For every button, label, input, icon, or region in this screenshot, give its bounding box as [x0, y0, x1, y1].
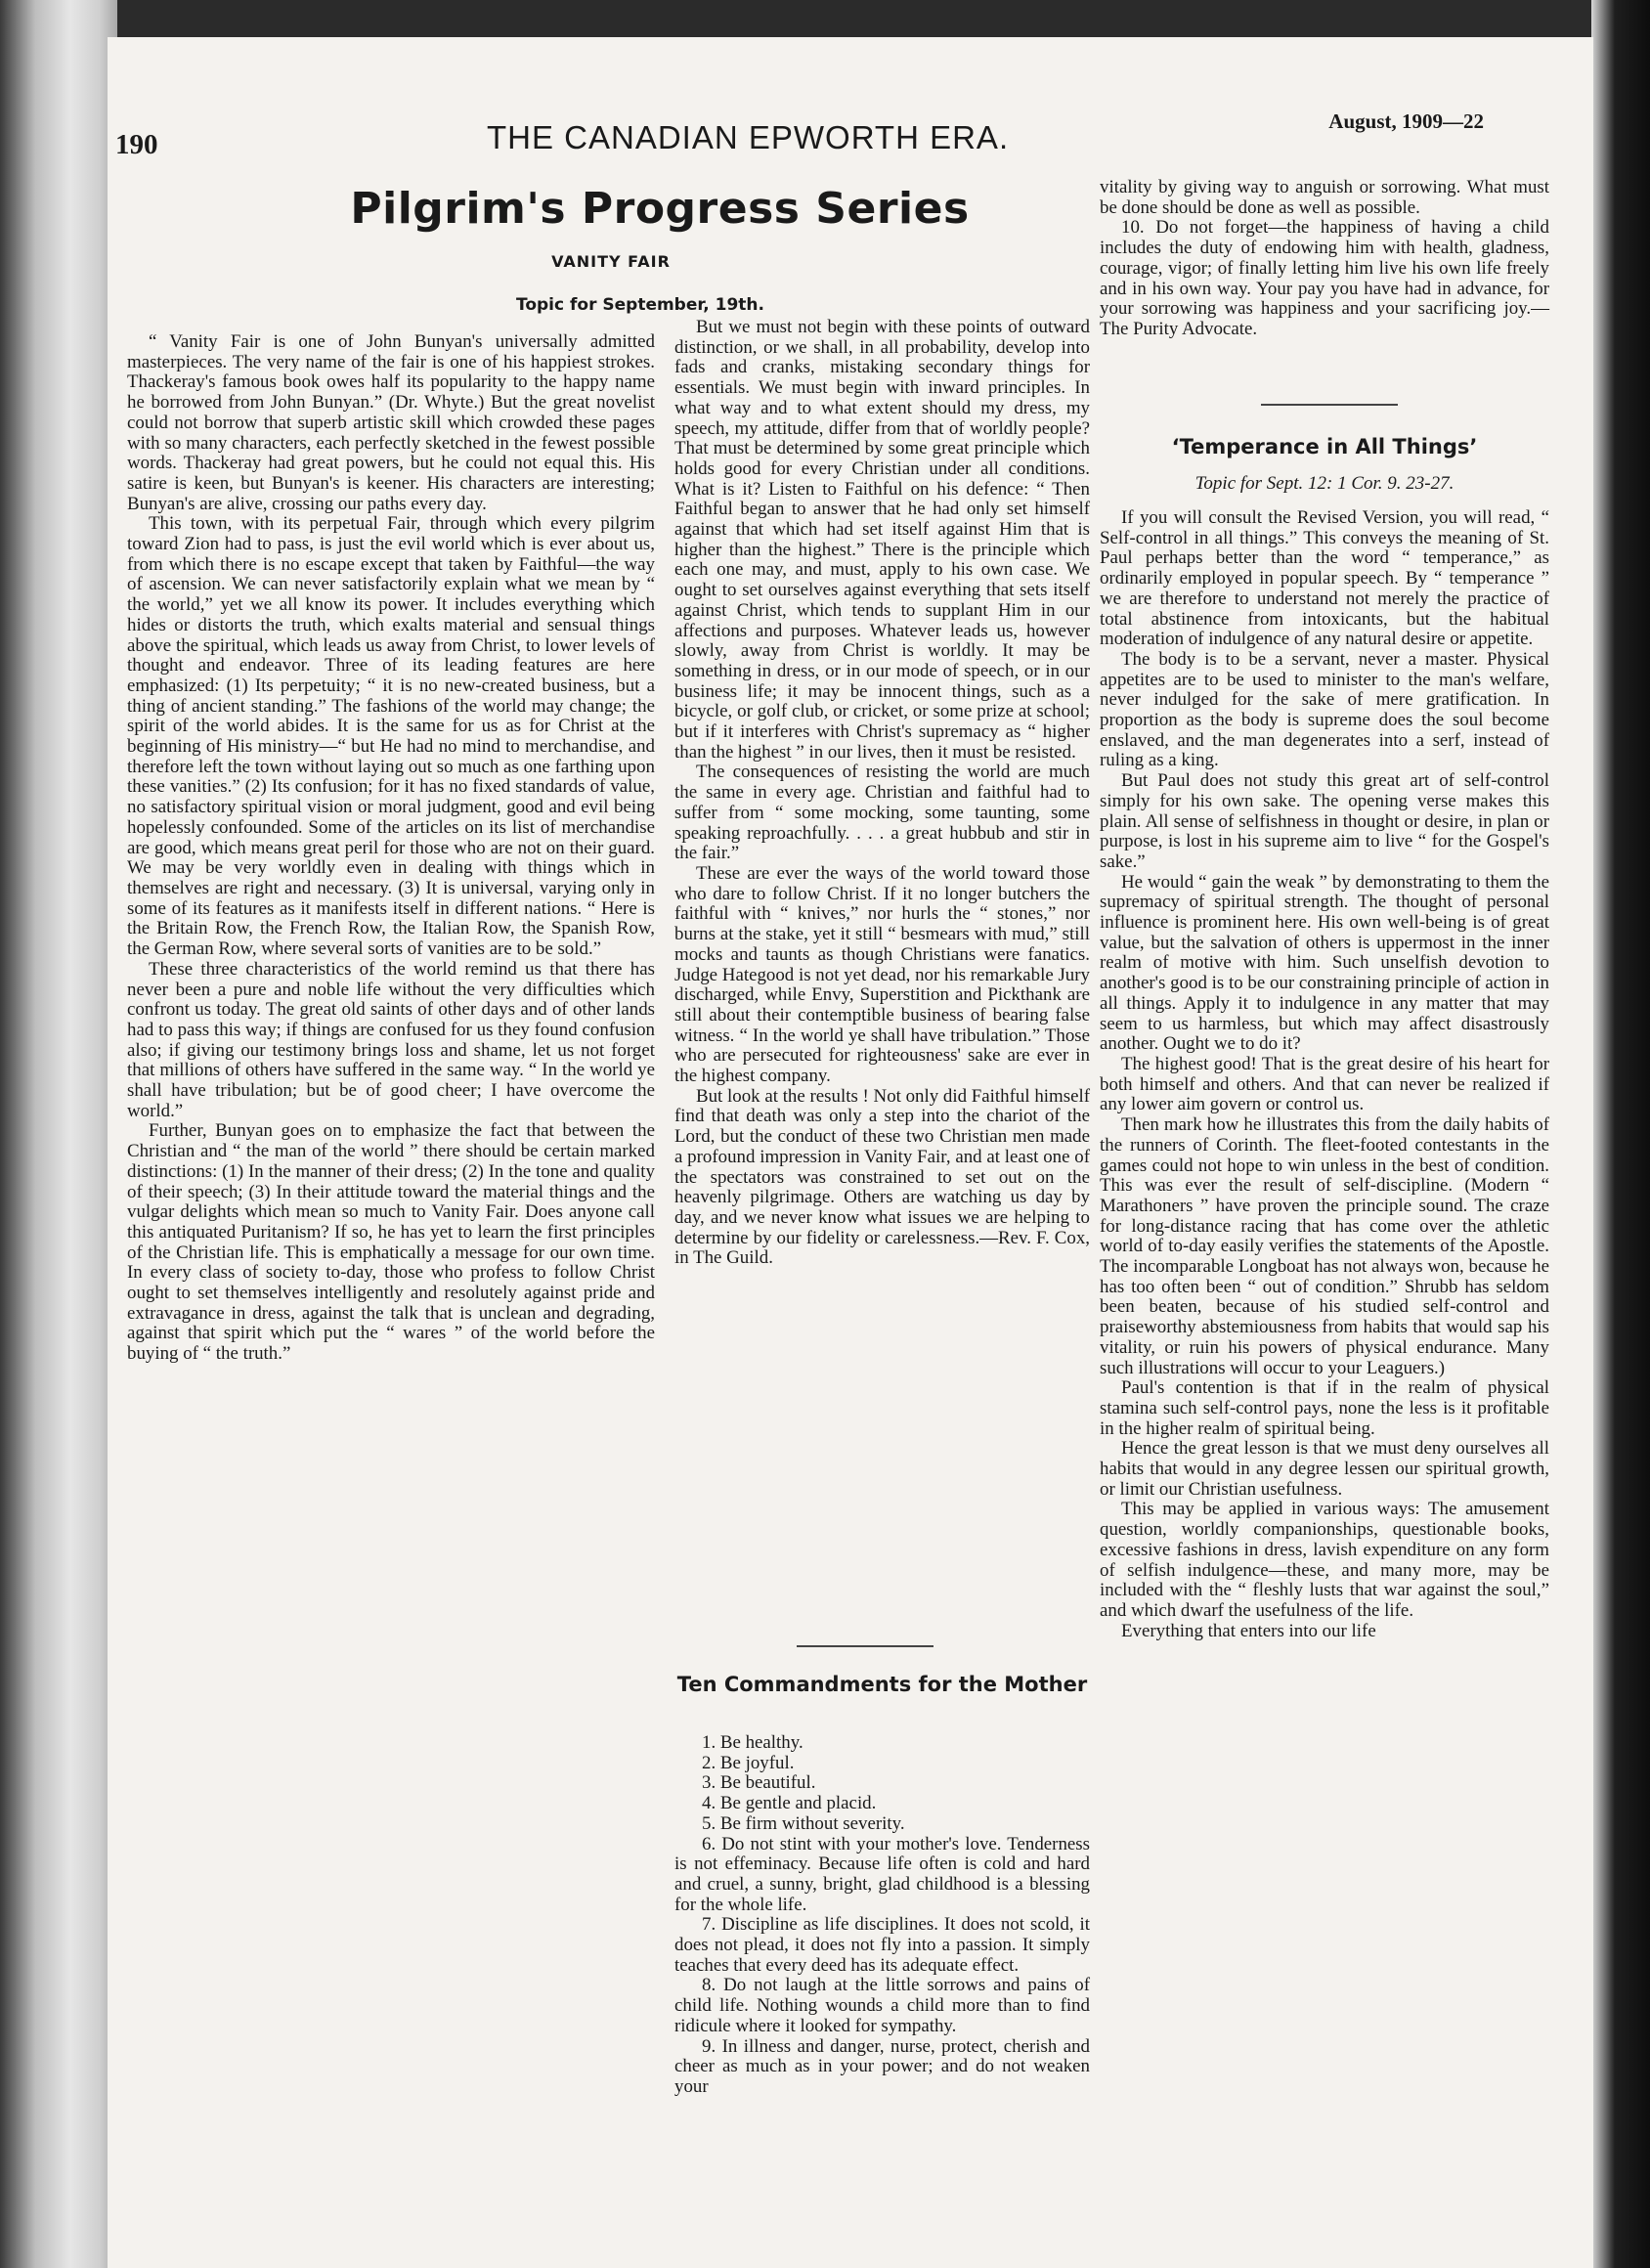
column-3	[1100, 178, 1549, 340]
paragraph: These three characteristics of the world remind us that there has never been a pure and noble life without the very difficulties which confront us today. The great old saints of other days and of other lands had to pass this way; if things are confused for us they found confusion also; if giving our testimony brings loss and shame, let us not forget that millions of others have suffered in the same way. “ In the world ye shall have tribulation; but be of good cheer; I have overcome the world.”	[127, 958, 655, 1121]
section-title-temperance: ‘Temperance in All Things’	[1171, 435, 1478, 458]
page-header	[115, 90, 1484, 158]
article-subtitle: VANITY FAIR	[551, 252, 671, 271]
paragraph: These are ever the ways of the world toward those who dare to follow Christ. If it no longer butchers the faithful with “ knives,” nor hurls the “ stones,” nor burns at the stake, yet it still “ besmears with mud,” still mocks and taunts as though Christians were fanatics. Judge Hategood is not yet dead, nor his remarkable Jury discharged, while Envy, Superstition and Pickthank are still about their contemptible business of bearing false witness. “ In the world ye shall have tribulation.” Those who are persecuted for righteousness' sake are ever in the highest company.	[674, 862, 1090, 1087]
paragraph: This may be applied in various ways: The amusement question, worldly companionships, questionable books, excessive fashions in dress, lavish expenditure on any form of selfish indulgence—these, and many more, may be included with the “ fleshly lusts that war against the soul,” and which dwarf the usefulness of the life.	[1100, 1499, 1549, 1621]
paragraph: If you will consult the Revised Version, you will read, “ Self-control in all things.” This conveys the meaning of St. Paul perhaps better than the word “ temperance,” as ordinarily employed in popular speech. By “ temperance ” we are therefore to understand not merely the practice of total abstinence from intoxicants, but the habitual moderation of indulgence of any natural desire or appetite.	[1100, 507, 1549, 650]
paragraph: But we must not begin with these points of outward distinction, or we shall, in all probability, develop into fads and cranks, mistaking secondary things for essentials. We must begin with inward principles. In what way and to what extent should my dress, my speech, my attitude, differ from that of worldly people? That must be determined by some great principle which holds good for every Christian under all conditions. What is it? Listen to Faithful on his defence: “ Then Faithful began to answer that he had only set himself against that which had set itself against Him that is higher than the highest.” There is the principle which each one may, and must, apply to his own case. We ought to set ourselves against everything that sets itself against Christ, which tends to supplant Him in our affections and purposes. Whatever leads us, however slowly, away from Christ is worldly. It may be something in dress, or in our mode of speech, or in our business life; it may be innocent things, such as a bicycle, or golf club, or cricket, or some prize at school; but if it interferes with Christ's supremacy as “ higher than the highest ” in our lives, then it must be resisted.	[674, 317, 1090, 763]
column-3-temperance	[1100, 508, 1549, 1641]
list-item: 5. Be firm without severity.	[702, 1812, 905, 1834]
section-topic-temperance: Topic for Sept. 12: 1 Cor. 9. 23-27.	[1194, 473, 1455, 494]
paragraph: Then mark how he illustrates this from the daily habits of the runners of Corinth. The fleet-footed contestants in the games could not hope to win unless in the best of condition. This was ever the result of self-discipline. (Modern “ Marathoners ” have proven the principle sound. The craze for long-distance racing that has come over the athletic world of to-day easily verifies the statements of the Apostle. The incomparable Longboat has not always won, because he has too often been “ out of condition.” Shrubb has seldom been beaten, because of his studied self-control and praiseworthy abstemiousness from habits that would sap his vitality, or ruin his powers of physical endurance. Many such illustrations will occur to your Leaguers.)	[1100, 1114, 1549, 1378]
list-item: 4. Be gentle and placid.	[702, 1793, 877, 1814]
article-title: Pilgrim's Progress Series	[350, 184, 970, 234]
article-topic: Topic for September, 19th.	[515, 295, 764, 315]
paragraph: “ Vanity Fair is one of John Bunyan's universally admitted masterpieces. The very name of the fair is one of his happiest strokes. Thackeray's famous book owes half its popularity to the happy name he borrowed from John Bunyan.” (Dr. Whyte.) But the great novelist could not borrow that superb artistic skill which crowded these pages with so many characters, each perfectly sketched in the fewest possible words. Thackeray had great powers, but he could not equal this. His satire is keen, but Bunyan's is keener. His characters are interesting; Bunyan's are alive, crossing our paths every day.	[127, 331, 655, 514]
paragraph: But Paul does not study this great art of self-control simply for his own sake. The opening verse makes this plain. All sense of selfishness in thought or desire, in plan or purpose, is lost in his supreme aim to live “ for the Gospel's sake.”	[1100, 770, 1549, 872]
page-number: 190	[115, 129, 158, 160]
magazine-title: THE CANADIAN EPWORTH ERA.	[487, 119, 1010, 155]
paragraph: Everything that enters into our life	[1121, 1620, 1376, 1641]
paragraph: Further, Bunyan goes on to emphasize the fact that between the Christian and “ the man of the world ” there should be certain marked distinctions: (1) In the manner of their dress; (2) In the tone and quality of their speech; (3) In their attitude toward the material things and the vulgar delights which mean so much to Vanity Fair. Does anyone call this antiquated Puritanism? If so, he has yet to learn the first principles of the Christian life. This is emphatically a message for our own time. In every class of society to-day, those who profess to follow Christ ought to set themselves intelligently and resolutely against pride and extravagance in dress, against the talk that is unclean and degrading, against that spirit which put the “ wares ” of the world before the buying of “ the truth.”	[127, 1120, 655, 1365]
paragraph: The consequences of resisting the world are much the same in every age. Christian and faithful had to suffer from “ some mocking, some taunting, some speaking reproachfully. . . . a great hubbub and stir in the fair.”	[674, 762, 1090, 864]
paragraph: 10. Do not forget—the happiness of having a child includes the duty of endowing him with health, gladness, courage, vigor; of finally letting him live his own life freely and in his own way. Your pay you have had in advance, for your sorrowing was happiness and your sacrificing joy.—The Purity Advocate.	[1100, 217, 1549, 339]
paragraph: The body is to be a servant, never a master. Physical appetites are to be used to minister to the man's welfare, never indulged for the sake of mere gratification. In proportion as the body is supreme does the soul become enslaved, and the man degenerates into a serf, instead of ruling as a king.	[1100, 648, 1549, 771]
list-item: 1. Be healthy.	[702, 1732, 803, 1753]
paragraph: vitality by giving way to anguish or sorrowing. What must be done should be done as well as possible.	[1100, 177, 1549, 218]
commandments-list	[674, 1733, 1090, 2098]
column-2	[674, 318, 1090, 1269]
paragraph: But look at the results ! Not only did Faithful himself find that death was only a step into the chariot of the Lord, but the conduct of these two Christian men made a profound impression in Vanity Fair, and at least one of the spectators was constrained to set out on the heavenly pilgrimage. Others are watching us day by day, and we never know what issues we are helping to determine by our fidelity or carelessness.—Rev. F. Cox, in The Guild.	[674, 1085, 1090, 1269]
book-page-edges	[0, 0, 117, 2268]
paragraph: This town, with its perpetual Fair, through which every pilgrim toward Zion had to pass, is just the evil world which is ever about us, from which there is no escape except that taken by Faithful—the way of ascension. We can never satisfactorily explain what we mean by “ the world,” yet we all know its power. It includes everything which hides or distorts the truth, which exalts material and sensual things above the spiritual, which leads us away from Christ, to lower levels of thought and endeavor. Three of its leading features are here emphasized: (1) Its perpetuity; “ it is no new-created business, but a thing of ancient standing.” The fashions of the world may change; the spirit of the world abides. It is the same for us as for Christ at the beginning of His ministry—“ but He had no mind to merchandise, and therefore left the town without laying out so much as one farthing upon these vanities.” (2) Its confusion; for it has no fixed standards of value, no satisfactory spiritual vision or moral judgment, good and evil being hopelessly confounded. Some of the articles on its list of merchandise are good, which means great peril for those who are not on their guard. We may be very worldly even in dealing with things which in themselves are right and necessary. (3) It is universal, varying only in some of its features as it manifests itself in different nations. “ Here is the Britain Row, the French Row, the Italian Row, the Spanish Row, the German Row, where several sorts of vanities are to be sold.”	[127, 513, 655, 960]
paragraph: The highest good! That is the great desire of his heart for both himself and others. And that can never be realized if any lower aim govern or control us.	[1100, 1053, 1549, 1115]
list-item: 2. Be joyful.	[702, 1752, 795, 1773]
divider-rule	[1261, 404, 1398, 406]
binding-shadow	[1591, 0, 1650, 2268]
paragraph: 9. In illness and danger, nurse, protect, cherish and cheer as much as in your power; and do not weaken your	[674, 2035, 1090, 2097]
paragraph: Paul's contention is that if in the realm of physical stamina such self-control pays, none the less is it profitable in the higher realm of spiritual being.	[1100, 1377, 1549, 1439]
divider-rule	[797, 1645, 934, 1647]
paragraph: 6. Do not stint with your mother's love. Tenderness is not effeminacy. Because life often is cold and hard and cruel, a sunny, bright, glad childhood is a blessing for the whole life.	[674, 1833, 1090, 1915]
paragraph: 7. Discipline as life disciplines. It does not scold, it does not plead, it does not fly into a passion. It simply teaches that every deed has its adequate effect.	[674, 1914, 1090, 1976]
paragraph: Hence the great lesson is that we must deny ourselves all habits that would in any degree lessen our spiritual growth, or limit our Christian usefulness.	[1100, 1438, 1549, 1500]
column-1	[127, 332, 655, 1365]
paragraph: He would “ gain the weak ” by demonstrating to them the supremacy of spiritual strength. The thought of personal influence is prominent here. His own well-being is of great value, but the salvation of others is uppermost in the inner realm of motive with him. Such unselfish devotion to another's good is to be our constraining principle of action in all things. Apply it to indulgence in any matter that may seem to us harmless, but which may affect disastrously another. Ought we to do it?	[1100, 871, 1549, 1055]
list-item: 3. Be beautiful.	[702, 1772, 816, 1794]
section-title-ten-commandments: Ten Commandments for the Mother	[676, 1673, 1088, 1696]
paragraph: 8. Do not laugh at the little sorrows and pains of child life. Nothing wounds a child more than to find ridicule where it looked for sympathy.	[674, 1975, 1090, 2036]
issue-date: August, 1909—22	[1328, 109, 1484, 133]
